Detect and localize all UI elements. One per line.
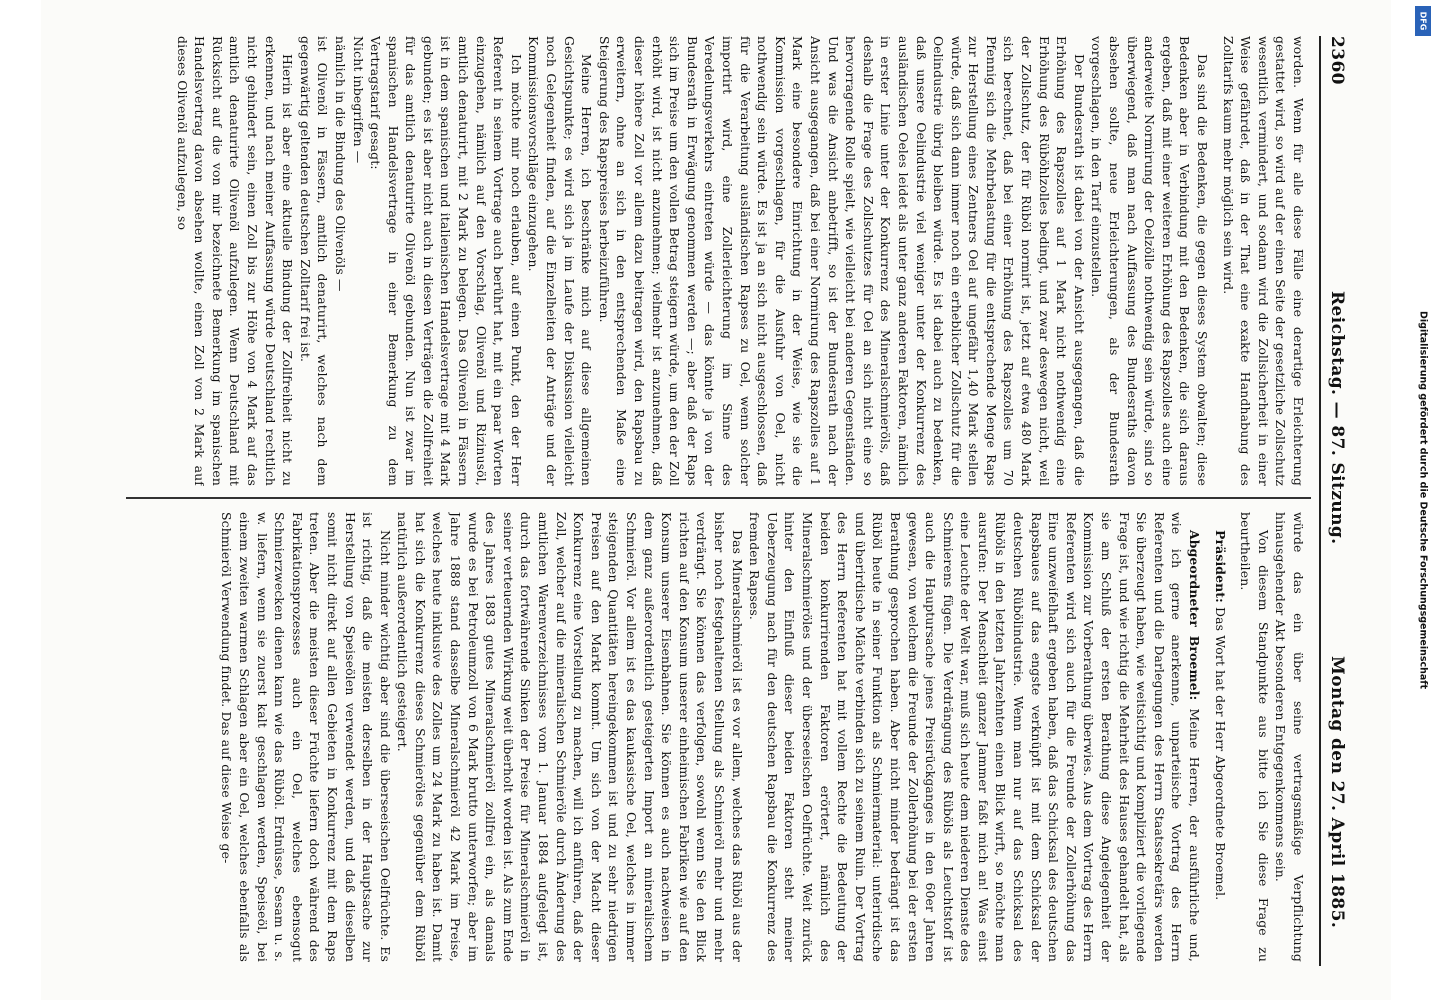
paragraph	[1211, 512, 1229, 962]
paragraph: worden. Wenn für alle diese Fälle eine derartige Erleichterung gestattet wird, so wird auf der einen Seite der gesetzliche Zollschutz wesentlich vermindert, und sodann wird die Zollsicherheit in einer Weise gefährdet, daß in der That eine exakte Handhabung des Zolltarifs kaum mehr möglich sein wird.	[1220, 36, 1306, 486]
paragraph: Nicht inbegriffen —	[350, 36, 366, 164]
paragraph: Das Mineralschmieröl ist es vor allem, welches das Rüböl aus der bisher noch festgehaltenen Stellung als Schmieröl mehr und mehr verdrängt. Sie können das verfolgen, sowohl wenn Sie den Blick richten auf den Konsum unserer einheimischen Fabriken wie auf den Konsum unserer Eisenbahnen. Sie können es auch nachweisen in dem ganz außerordentlich gesteigerten Import an mineralischem Schmieröl. Vor allem ist es das kaukasische Oel, welches in immer steigenden Quantitäten hereingekommen ist und zu sehr niedrigen Preisen auf den Markt kommt. Um sich von der Macht dieser Konkurrenz eine Vorstellung zu machen, will ich anführen, daß der Zoll, welcher auf die mineralischen Schmieröle durch Änderung des amtlichen Warenverzeichnisses vom 1. Januar 1884 aufgelegt ist, durch das fortwährende Sinken der Preise für Mineralschmieröl in seiner verteuernden Wirkung weit überholt worden ist. Als zum Ende des Jahres 1883 gutes Mineralschmieröl zollfrei ein, als damals wurde es bei Petroleumzoll von 6 Mark brutto unterworfen; aber im Jahre 1888 stand dasselbe Mineralschmieröl 42 Mark im Preise, welches heute inklusive des Zolles um 24 Mark zu haben ist. Damit hat sich die Konkurrenz dieses Schmieröles gegenüber dem Rüböl natürlich außerordentlich gesteigert.	[395, 512, 745, 962]
speaker-name: Präsident:	[1212, 530, 1228, 603]
paragraph: Von diesem Standpunkte aus bitte ich Sie diese Frage zu beurtheilen.	[1238, 512, 1271, 962]
paragraph	[746, 512, 1203, 962]
column-divider	[126, 497, 1311, 499]
dfg-logo: DFG	[1415, 6, 1431, 36]
page-number: 2360	[1327, 36, 1347, 85]
page-header	[1319, 36, 1349, 966]
paragraph: würde das ein über seine vertragsmäßige Verpflichtung hinausgehender Akt besonderen Entgegenkommens sein.	[1273, 512, 1306, 962]
speech-text: Das Wort hat der Herr Abgeordnete Broemel.	[1212, 607, 1228, 901]
paragraph: Der Bundesrath ist dabei von der Ansicht ausgegangen, daß die Erhöhung des Rapszolles auf 1 Mark nicht nothwendig eine Erhöhung des Rüböhlzolles bedingt, und zwar deswegen nicht, weil der Zollschutz, der für Rüböl normirt ist, jetzt auf etwa 480 Mark sich berechnet, daß bei einer Erhöhung des Rapszolles um 70 Pfennig sich die Mehrbelastung für die entsprechende Menge Raps zur Herstellung eines Zentners Oel auf ungefähr 1,40 Mark stellen würde, daß sich dann immer noch ein erheblicher Zollschutz für die Oelindustrie übrig bleiben würde. Es ist dabei auch zu bedenken, daß unsere Oelindustrie viel weniger unter der Konkurrenz des ausländischen Oeles leidet als unter ganz anderen Faktoren, nämlich in erster Linie unter der Konkurrenz des Mineralschmieröls, daß deshalb die Frage des Zollschutzes für Oel an sich nicht eine so hervorragende Rolle spielt, wie vielleicht bei anderen Gegenständen. Und was die Ansicht anbetrifft, so ist der Bundesrath nach der Ansicht ausgegangen, daß bei einer Normirung des Rapszolles auf 1 Mark eine besondere Einrichtung in der Weise, wie sie die Kommission vorgeschlagen, für die Ausfuhr von Oel, nicht nothwendig sein würde. Es ist ja an sich nicht ausgeschlossen, daß für die Verarbeitung ausländischen Rapses zu Oel, wenn solcher importirt wird, eine Zollerleichterung im Sinne des Veredelungsverkehrs eintreten würde — das könnte ja von der Bundesrath in Erwägung genommen werden —; aber daß der Raps sich im Preise um den vollen Betrag steigern würde, um den der Zoll erhöht wird, ist nicht anzunehmen; vielmehr ist anzunehmen, daß dieser höhere Zoll vor allem dazu beitragen wird, den Rapsbau zu erweitern, ohne an sich in den entsprechenden Maße eine Steigerung des Rapspreises herbeizuführen.	[596, 36, 1087, 486]
session-date: Montag den 27. April 1885.	[1327, 656, 1347, 929]
paragraph: Hierin ist aber eine aktuelle Bindung der Zollfreiheit nicht zu erkennen, und nach meiner Auffassung würde Deutschland rechtlich nicht gehindert sein, einen Zoll bis zur Höhe von 4 Mark auf das amtlich denaturirte Olivenöl aufzulegen. Wenn Deutschland mit Rücksicht auf die von mir bezeichnete Bemerkung im spanischen Handelsvertrag davon absehen wollte, einen Zoll von 2 Mark auf dieses Olivenöl aufzulegen, so	[174, 36, 296, 486]
dfg-credit-text: Digitalisierung gefördert durch die Deutsche Forschungsgemeinschaft	[1417, 311, 1429, 689]
speaker-name: Abgeordneter Broemel:	[1187, 530, 1203, 701]
paragraph: Meine Herren, ich beschränke mich auf diese allgemeinen Gesichtspunkte; es wird sich ja im Laufe der Diskussion vielleicht noch Gelegenheit finden, auf die Einzelheiten der Anträge und der Kommissionsvorschläge einzugehen.	[526, 36, 595, 486]
paragraph: Ich möchte mir noch erlauben, auf einen Punkt, den der Herr Referent in seinem Vortrage auch berührt hat, mit ein paar Worten einzugehen, nämlich auf den Vorschlag, Olivenöl und Rizinusöl, amtlich denaturirt, mit 2 Mark zu belegen. Das Olivenöl in Fässern ist in dem spanischen und italienischen Handelsvertrage mit 4 Mark gebunden; es ist aber nicht auch in diesen Verträgen die Zollfreiheit für das amtlich denaturirte Olivenöl gebunden. Nun ist zwar im spanischen Handelsvertrage in einer Bemerkung zu dem Vertragstarif gesagt:	[368, 36, 524, 486]
speech-text: Meine Herren, der ausführliche und, wie ich gerne anerkenne, unparteiische Vortrag des Herrn Referenten und die Darlegungen des Herrn Staatssekretärs werden Sie überzeugt haben, wie weitsichtig und kompliziert die vorliegende Frage ist, und wie richtig die Mehrheit des Hauses gehandelt hat, als sie am Schluß der ersten Berathung diese Angelegenheit der Kommission zur Vorberathung überwies. Aus dem Vortrag des Herrn Referenten wird sich auch für die Freunde der Zollerhöhung das Eine unzweifelhaft ergeben haben, daß das Schicksal des deutschen Rapsbaues auf das engste verknüpft ist mit dem Schicksal der deutschen Rübölindustrie. Wenn man nur auf das Schicksal des Rüböls in den letzten Jahrzehnten einen Blick wirft, so möchte man ausrufen: Der Menschheit ganzer Jammer faßt mich an! Was einst eine Leuchte der Welt war, muß sich heute dem niederen Dienste des Schmierens fügen. Die Verdrängung des Rüböls als Leuchtstoff ist auch die Hauptursache jenes Preisrückganges in den 60er Jahren gewesen, von welchem die Freunde der Zollerhöhung bei der ersten Berathung gesprochen haben. Aber nicht minder bedrängt ist das Rüböl heute in seiner Funktion als Schmiermaterial: unterirdische und überirdische Mächte verbinden sich zu seinem Ruin. Der Vortrag des Herrn Referenten hat mit vollem Rechte die Bedeutung der beiden konkurrirenden Faktoren erörtert, nämlich des Mineralschmieröles und der überseeischen Oelfrüchte. Weit zurück hinter den Einfluß dieser beiden Faktoren steht meiner Ueberzeugung nach für den deutschen Rapsbau die Konkurrenz des fremden Rapses.	[747, 512, 1203, 962]
document-page	[41, 0, 1391, 1000]
paragraph: ist Olivenöl in Fässern, amtlich denaturirt, welches nach dem gegenwärtig geltenden deutschen Zolltarif frei ist.	[297, 36, 331, 486]
paragraph: Nicht minder wichtig aber sind die überseeischen Oelfrüchte. Es ist richtig, daß die meisten derselben in der Hauptsache zur Herstellung von Speiseölen verwendet werden, und daß dieselben somit nicht direkt auf allen Gebieten in Konkurrenz mit dem Raps treten. Aber die meisten dieser Früchte liefern doch während des Fabrikationsprozesses auch ein Oel, welches ebensogut Schmierzwecken dienen kann wie das Rüböl. Erdnüsse, Sesam u. s. w. liefern, wenn sie zuerst kalt geschlagen werden, Speiseöl, bei einem zweiten warmen Schlagen aber ein Oel, welches ebenfalls als Schmieröl Verwendung findet. Das auf diese Weise ge-	[219, 512, 393, 962]
left-text-column	[127, 36, 1307, 486]
session-title: Reichstag. — 87. Sitzung.	[1327, 291, 1347, 545]
paragraph: Das sind die Bedenken, die gegen dieses System obwalten; diese Bedenken aber in Verbindung mit den Bedenken, die sich daraus ergeben, daß mit einer weiteren Erhöhung des Rapszolles auch eine anderweite Normirung der Oelzölle nothwendig sein würde, sind so überwiegend, daß man nach Auffassung des Bundesraths davon absehen sollte, neue Erleichterungen, als der Bundesrath vorgeschlagen, in den Tarif einzustellen.	[1089, 36, 1211, 486]
right-text-column	[127, 512, 1307, 962]
paragraph: nämlich in die Bindung des Olivenöls —	[332, 36, 348, 292]
